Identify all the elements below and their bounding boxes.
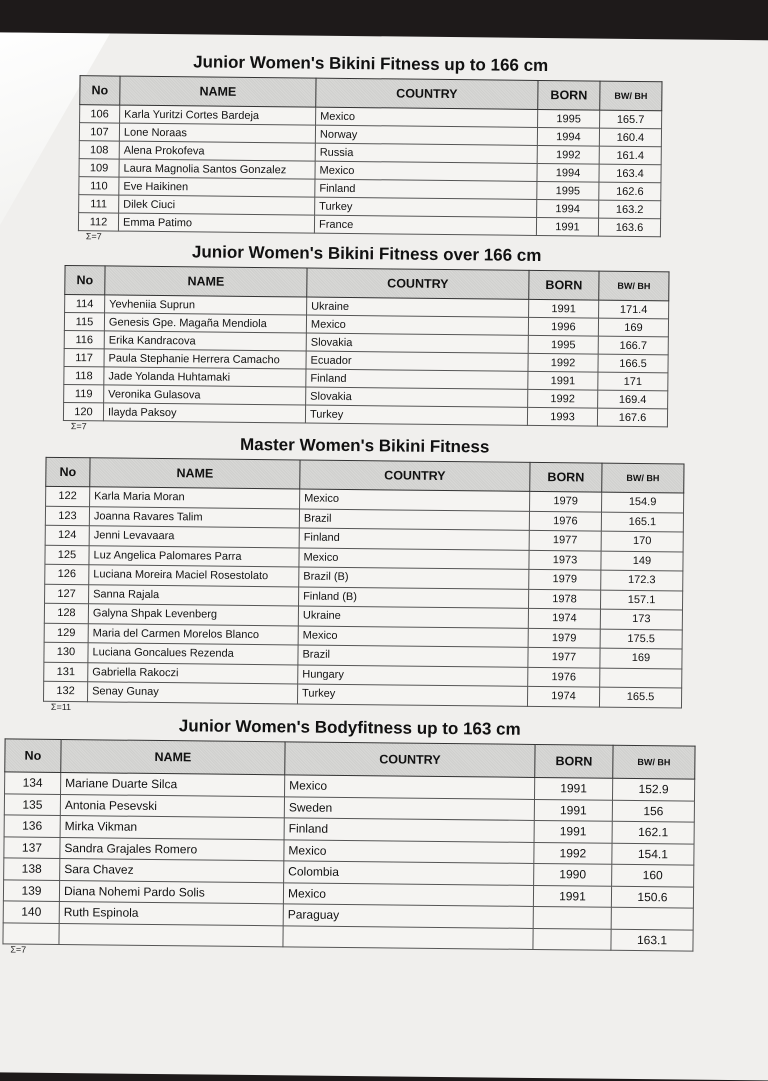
cell-bw: 167.6: [597, 408, 667, 427]
cell-bw: 154.9: [602, 492, 684, 512]
cell-born: 1991: [534, 820, 612, 842]
cell-no: 128: [44, 603, 88, 623]
cell-country: Mexico: [316, 107, 538, 127]
cell-name: Genesis Gpe. Magaña Mendiola: [104, 313, 306, 333]
cell-born: [533, 928, 611, 950]
cell-no: 127: [45, 584, 89, 604]
cell-country: Turkey: [297, 684, 527, 706]
column-header-no: No: [65, 266, 105, 295]
cell-no: 140: [3, 901, 59, 923]
cell-name: Paula Stephanie Herrera Camacho: [104, 349, 306, 369]
cell-name: Erika Kandracova: [104, 331, 306, 351]
cell-no: 131: [44, 662, 88, 682]
cell-bw: 163.1: [611, 929, 693, 951]
cell-born: 1994: [537, 127, 599, 146]
cell-country: Norway: [315, 125, 537, 145]
cell-name: Karla Yuritzi Cortes Bardeja: [120, 105, 316, 125]
cell-bw: 172.3: [601, 570, 683, 590]
cell-no: 118: [64, 367, 104, 385]
cell-country: Finland: [306, 369, 528, 389]
column-header-no: No: [80, 76, 120, 105]
cell-no: 119: [64, 385, 104, 403]
cell-country: Finland: [315, 179, 537, 199]
cell-bw: 169.4: [598, 390, 668, 409]
cell-no: 120: [63, 403, 103, 421]
column-header-country: COUNTRY: [307, 268, 529, 299]
cell-born: 1977: [529, 530, 601, 550]
column-header-name: NAME: [90, 458, 300, 489]
cell-country: Mexico: [298, 625, 528, 647]
column-header-born: BORN: [535, 744, 613, 778]
cell-born: 1979: [529, 569, 601, 589]
cell-bw: 171.4: [599, 300, 669, 319]
cell-bw: 160.4: [599, 128, 661, 147]
table-section-master-bikini: [43, 433, 685, 719]
cell-name: Alena Prokofeva: [119, 141, 315, 161]
cell-country: Finland: [284, 818, 534, 842]
cell-bw: 150.6: [611, 886, 693, 908]
cell-country: Colombia: [284, 861, 534, 885]
cell-name: Jenni Levavaara: [89, 526, 299, 548]
cell-country: Sweden: [284, 796, 534, 820]
cell-bw: 162.1: [612, 821, 694, 843]
cell-born: 1976: [528, 667, 600, 687]
cell-born: 1991: [534, 799, 612, 821]
cell-no: 116: [64, 331, 104, 349]
cell-no: 112: [78, 213, 118, 231]
cell-country: Ukraine: [298, 606, 528, 628]
cell-name: Antonia Pesevski: [60, 794, 284, 818]
entry-count: Σ=11: [50, 701, 72, 712]
cell-name: Ilayda Paksoy: [103, 403, 305, 423]
table-title: Master Women's Bikini Fitness: [239, 434, 490, 457]
cell-bw: 175.5: [600, 629, 682, 649]
column-header-country: COUNTRY: [285, 742, 535, 778]
cell-born: 1979: [530, 491, 602, 511]
cell-name: Eve Haikinen: [119, 177, 315, 197]
table-section-junior-bikini-over-166: [63, 241, 670, 438]
cell-bw: [600, 668, 682, 688]
cell-name: Veronika Gulasova: [104, 385, 306, 405]
cell-born: 1974: [528, 608, 600, 628]
cell-name: Luz Angelica Palomares Parra: [89, 545, 299, 567]
cell-no: 129: [44, 623, 88, 643]
cell-bw: 169: [600, 648, 682, 668]
cell-born: 1992: [528, 353, 598, 372]
cell-name: Sandra Grajales Romero: [60, 837, 284, 861]
column-header-bw: BW/ BH: [599, 271, 669, 301]
cell-no: 134: [5, 772, 61, 794]
cell-bw: 163.4: [599, 164, 661, 183]
cell-name: Dilek Ciuci: [119, 195, 315, 215]
cell-born: [533, 906, 611, 928]
cell-name: Sanna Rajala: [89, 584, 299, 606]
cell-bw: 157.1: [600, 590, 682, 610]
cell-name: Senay Gunay: [87, 682, 297, 704]
cell-no: 115: [64, 313, 104, 331]
cell-name: Lone Noraas: [119, 123, 315, 143]
cell-name: Sara Chavez: [60, 858, 284, 882]
cell-name: Karla Maria Moran: [90, 487, 300, 509]
cell-bw: 166.5: [598, 354, 668, 373]
cell-born: 1991: [534, 777, 612, 799]
cell-born: 1990: [534, 863, 612, 885]
paper-sheet: [0, 32, 768, 1081]
entry-count: Σ=7: [85, 231, 102, 242]
cell-no: 107: [79, 123, 119, 141]
cell-no: 130: [44, 642, 88, 662]
cell-name: Laura Magnolia Santos Gonzalez: [119, 159, 315, 179]
cell-country: Mexico: [285, 775, 535, 799]
cell-born: 1994: [537, 199, 599, 218]
cell-bw: 166.7: [598, 336, 668, 355]
cell-born: 1992: [537, 145, 599, 164]
cell-name: Maria del Carmen Morelos Blanco: [88, 623, 298, 645]
cell-bw: 162.6: [599, 182, 661, 201]
cell-born: 1991: [533, 885, 611, 907]
cell-country: Mexico: [300, 489, 530, 511]
cell-bw: 156: [612, 800, 694, 822]
cell-born: 1979: [528, 628, 600, 648]
table-section-junior-bikini-up-to-166: [78, 51, 663, 248]
cell-no: 123: [45, 506, 89, 526]
cell-born: 1995: [538, 109, 600, 128]
cell-name: Luciana Goncalues Rezenda: [88, 643, 298, 665]
column-header-no: No: [46, 457, 90, 486]
cell-bw: 149: [601, 551, 683, 571]
cell-country: Brazil: [298, 645, 528, 667]
cell-name: Luciana Moreira Maciel Rosestolato: [89, 565, 299, 587]
column-header-name: NAME: [61, 739, 285, 774]
cell-no: 106: [80, 105, 120, 123]
cell-country: France: [314, 215, 536, 235]
cell-born: 1974: [527, 686, 599, 706]
column-header-country: COUNTRY: [316, 78, 538, 109]
cell-born: 1976: [529, 511, 601, 531]
cell-bw: 173: [600, 609, 682, 629]
cell-no: 139: [3, 879, 59, 901]
cell-name: Diana Nohemi Pardo Solis: [59, 880, 283, 904]
cell-no: 108: [79, 141, 119, 159]
cell-name: Mirka Vikman: [60, 815, 284, 839]
cell-bw: 160: [612, 864, 694, 886]
cell-born: 1991: [536, 217, 598, 236]
table-title: Junior Women's Bodyfitness up to 163 cm: [178, 716, 521, 739]
results-table: [2, 738, 695, 951]
cell-born: 1995: [528, 335, 598, 354]
cell-country: Paraguay: [283, 904, 533, 928]
cell-no: 138: [4, 858, 60, 880]
results-table: [78, 75, 663, 237]
cell-name: Yevheniia Suprun: [105, 295, 307, 315]
cell-name: Galyna Shpak Levenberg: [88, 604, 298, 626]
cell-no: 136: [4, 815, 60, 837]
cell-bw: 170: [601, 531, 683, 551]
column-header-bw: BW/ BH: [600, 81, 662, 111]
cell-born: 1973: [529, 550, 601, 570]
cell-country: Mexico: [299, 547, 529, 569]
cell-no: 124: [45, 525, 89, 545]
cell-name: Joanna Ravares Talim: [89, 506, 299, 528]
table-title: Junior Women's Bikini Fitness over 166 cm: [191, 242, 542, 265]
cell-country: Turkey: [305, 405, 527, 425]
column-header-born: BORN: [538, 80, 600, 110]
cell-country: Russia: [315, 143, 537, 163]
cell-bw: 169: [598, 318, 668, 337]
cell-born: 1993: [527, 407, 597, 426]
column-header-no: No: [5, 739, 61, 773]
cell-born: 1992: [528, 389, 598, 408]
cell-no: 125: [45, 545, 89, 565]
cell-bw: 154.1: [612, 843, 694, 865]
column-header-born: BORN: [529, 270, 599, 300]
results-table: [43, 457, 685, 708]
cell-country: Brazil: [299, 508, 529, 530]
cell-country: Finland (B): [299, 586, 529, 608]
cell-country: Hungary: [298, 664, 528, 686]
results-table: [63, 265, 670, 427]
cell-born: 1994: [537, 163, 599, 182]
cell-bw: 161.4: [599, 146, 661, 165]
cell-country: Turkey: [315, 197, 537, 217]
column-header-bw: BW/ BH: [613, 745, 695, 779]
cell-no: 117: [64, 349, 104, 367]
cell-no: 122: [46, 486, 90, 506]
entry-count: Σ=7: [10, 944, 27, 955]
cell-born: 1991: [528, 371, 598, 390]
cell-country: Slovakia: [306, 333, 528, 353]
cell-no: 126: [45, 564, 89, 584]
cell-country: Ecuador: [306, 351, 528, 371]
cell-no: 109: [79, 159, 119, 177]
cell-country: [283, 925, 533, 949]
cell-name: Mariane Duarte Silca: [61, 772, 285, 796]
cell-bw: [611, 907, 693, 929]
cell-no: [3, 922, 59, 944]
cell-country: Ukraine: [307, 297, 529, 317]
cell-no: 137: [4, 836, 60, 858]
cell-name: Emma Patimo: [118, 213, 314, 233]
column-header-born: BORN: [530, 462, 602, 492]
cell-no: 114: [65, 295, 105, 313]
cell-name: Ruth Espinola: [59, 901, 283, 925]
cell-country: Mexico: [283, 882, 533, 906]
cell-bw: 163.2: [599, 200, 661, 219]
cell-born: 1996: [528, 317, 598, 336]
cell-bw: 163.6: [598, 218, 660, 237]
cell-bw: 171: [598, 372, 668, 391]
cell-bw: 165.1: [601, 512, 683, 532]
cell-country: Finland: [299, 528, 529, 550]
cell-born: 1977: [528, 647, 600, 667]
cell-country: Brazil (B): [299, 567, 529, 589]
column-header-country: COUNTRY: [300, 460, 530, 491]
entry-count: Σ=7: [70, 421, 87, 432]
column-header-name: NAME: [105, 266, 307, 297]
column-header-name: NAME: [120, 76, 316, 107]
cell-no: 110: [79, 177, 119, 195]
cell-no: 135: [4, 793, 60, 815]
cell-bw: 165.7: [600, 110, 662, 129]
cell-no: 111: [79, 195, 119, 213]
cell-country: Mexico: [315, 161, 537, 181]
cell-born: 1978: [528, 589, 600, 609]
cell-name: [59, 923, 283, 947]
table-section-junior-bodyfitness-up-to-163: [2, 714, 695, 962]
cell-bw: 152.9: [612, 778, 694, 800]
cell-born: 1992: [534, 842, 612, 864]
cell-bw: 165.5: [599, 687, 681, 707]
cell-name: Gabriella Rakoczi: [88, 662, 298, 684]
table-title: Junior Women's Bikini Fitness up to 166 cm: [193, 52, 549, 76]
cell-country: Mexico: [306, 315, 528, 335]
cell-name: Jade Yolanda Huhtamaki: [104, 367, 306, 387]
column-header-bw: BW/ BH: [602, 463, 684, 493]
cell-country: Slovakia: [306, 387, 528, 407]
cell-born: 1995: [537, 181, 599, 200]
cell-born: 1991: [529, 299, 599, 318]
cell-no: 132: [44, 681, 88, 701]
cell-country: Mexico: [284, 839, 534, 863]
